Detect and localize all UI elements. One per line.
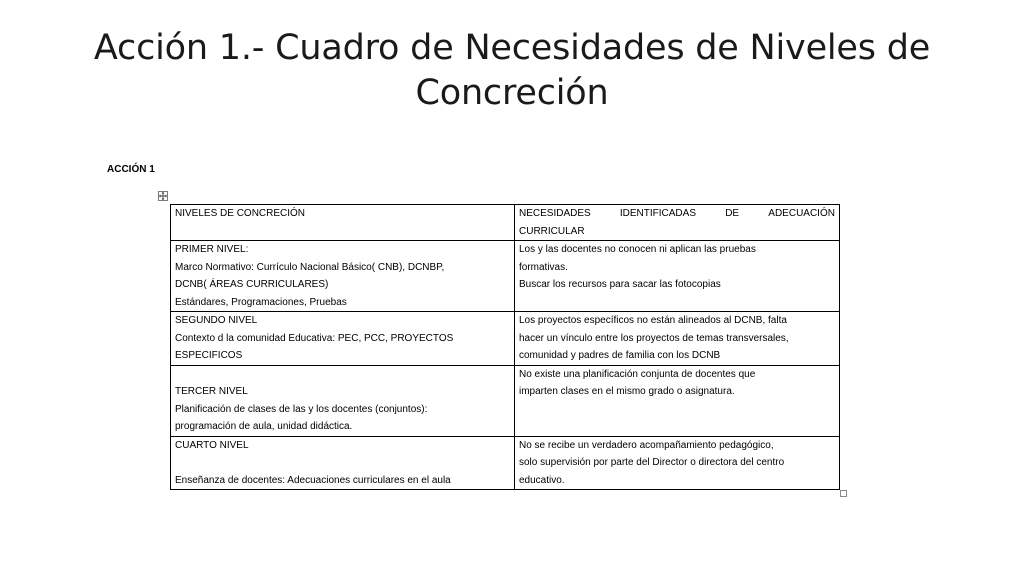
blank-line bbox=[175, 366, 510, 384]
header-needs-word: NECESIDADES bbox=[519, 208, 591, 219]
need-text-line: imparten clases en el mismo grado o asignatura. bbox=[519, 386, 735, 397]
level-cell bbox=[171, 312, 515, 366]
level-name: PRIMER NIVEL: bbox=[175, 244, 249, 255]
need-cell bbox=[515, 436, 840, 490]
table-header-row bbox=[171, 205, 840, 241]
header-needs-line-2: CURRICULAR bbox=[519, 225, 585, 237]
level-cell bbox=[171, 241, 515, 312]
header-needs-word: DE bbox=[725, 208, 740, 219]
table-row bbox=[171, 241, 840, 312]
need-text-line: solo supervisión por parte del Director o directora del centro bbox=[519, 457, 785, 468]
slide-title bbox=[60, 26, 964, 116]
level-text-line: Enseñanza de docentes: Adecuaciones curriculares en el aula bbox=[175, 474, 451, 486]
blank-line bbox=[175, 454, 510, 472]
level-name: CUARTO NIVEL bbox=[175, 439, 249, 451]
header-needs-line-1 bbox=[519, 205, 835, 223]
level-name: TERCER NIVEL bbox=[175, 386, 248, 397]
need-text-line: Los y las docentes no conocen ni aplican las pruebas bbox=[519, 244, 756, 255]
action-label: ACCIÓN 1 bbox=[107, 164, 155, 175]
level-cell bbox=[171, 436, 515, 490]
level-text-line: Estándares, Programaciones, Pruebas bbox=[175, 296, 347, 308]
embedded-document bbox=[106, 164, 866, 504]
need-cell bbox=[515, 312, 840, 366]
table-resize-handle-icon[interactable] bbox=[840, 490, 847, 497]
table-move-handle-icon[interactable] bbox=[158, 191, 168, 201]
slide-title-line-2: Concreción bbox=[415, 73, 609, 113]
need-text-line: educativo. bbox=[519, 474, 565, 486]
need-cell bbox=[515, 365, 840, 436]
level-text-line: programación de aula, unidad didáctica. bbox=[175, 421, 353, 432]
level-text-line: Planificación de clases de las y los docentes (conjuntos): bbox=[175, 403, 428, 415]
table-row bbox=[171, 436, 840, 490]
need-text-line: Los proyectos específicos no están alineados al DCNB, falta bbox=[519, 315, 787, 326]
level-text-line: ESPECIFICOS bbox=[175, 350, 243, 361]
level-name: SEGUNDO NIVEL bbox=[175, 315, 258, 326]
need-cell bbox=[515, 241, 840, 312]
header-levels-cell bbox=[171, 205, 515, 241]
level-text-line: DCNB( ÁREAS CURRICULARES) bbox=[175, 279, 329, 290]
need-text-line: Buscar los recursos para sacar las fotocopias bbox=[519, 279, 721, 290]
need-text-line: No existe una planificación conjunta de docentes que bbox=[519, 368, 756, 380]
header-needs-cell bbox=[515, 205, 840, 241]
level-text-line: Contexto d la comunidad Educativa: PEC, PCC, PROYECTOS bbox=[175, 332, 454, 344]
table-row bbox=[171, 312, 840, 366]
needs-table bbox=[170, 204, 840, 490]
need-text-line: hacer un vínculo entre los proyectos de temas transversales, bbox=[519, 332, 789, 344]
level-cell bbox=[171, 365, 515, 436]
header-needs-word: IDENTIFICADAS bbox=[619, 208, 696, 219]
header-levels: NIVELES DE CONCRECIÓN bbox=[175, 208, 306, 219]
slide-title-line-1: Acción 1.- Cuadro de Necesidades de Niveles de bbox=[93, 28, 931, 68]
need-text-line: comunidad y padres de familia con los DCNB bbox=[519, 350, 721, 361]
header-needs-word: ADECUACIÓN bbox=[768, 208, 835, 219]
table-row bbox=[171, 365, 840, 436]
level-text-line: Marco Normativo: Currículo Nacional Básico( CNB), DCNBP, bbox=[175, 261, 445, 273]
need-text-line: formativas. bbox=[519, 261, 568, 273]
need-text-line: No se recibe un verdadero acompañamiento pedagógico, bbox=[519, 439, 774, 451]
